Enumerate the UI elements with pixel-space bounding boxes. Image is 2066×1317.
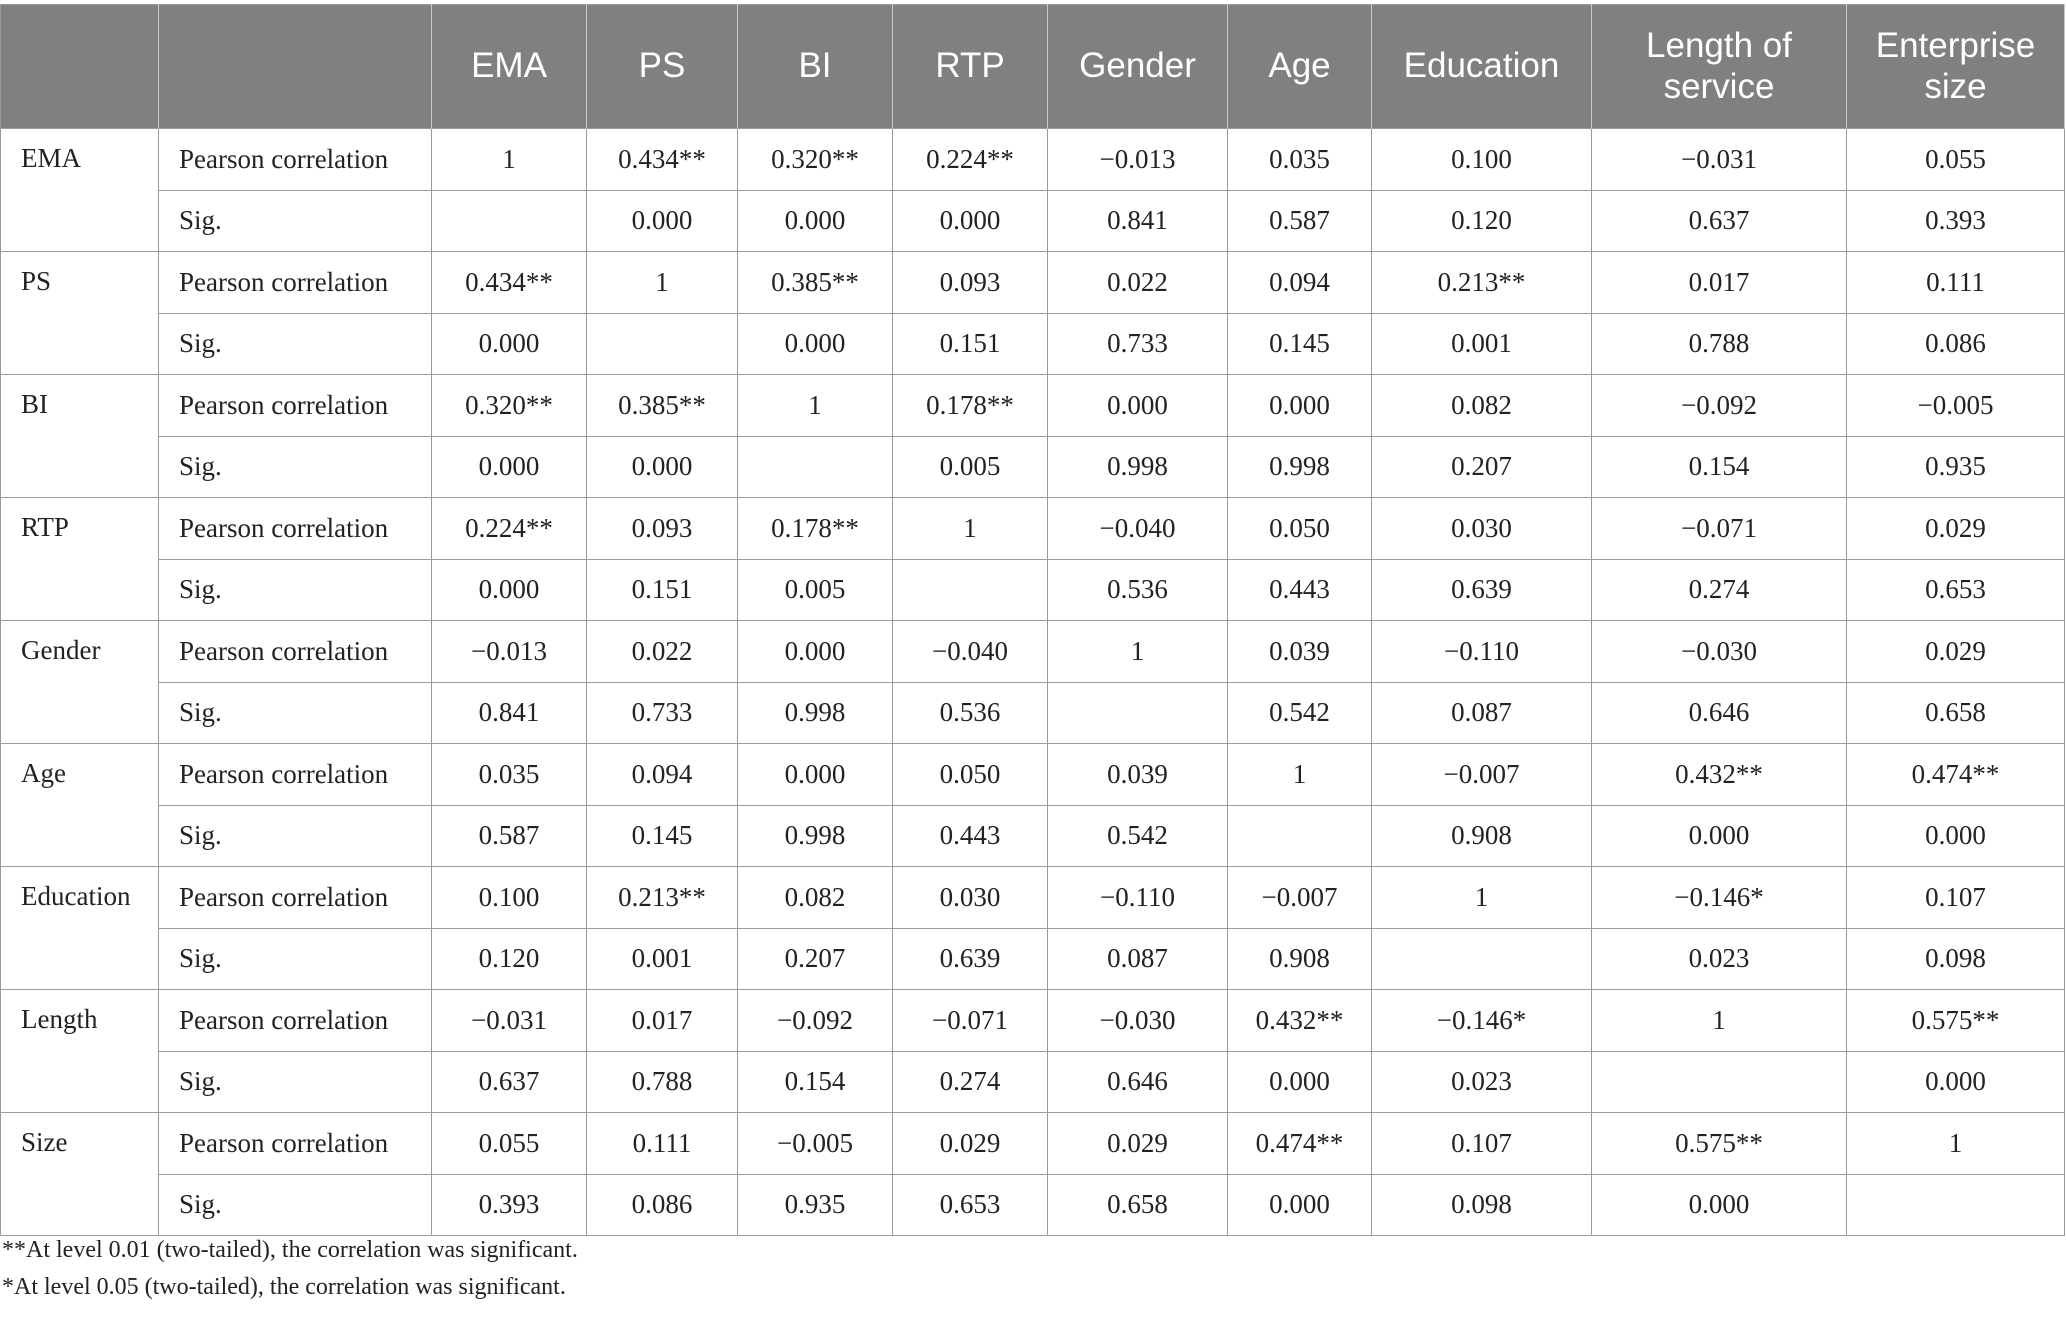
statistic-label-sig: Sig. [159,1051,432,1113]
footnote-single-star: *At level 0.05 (two-tailed), the correlation was significant. [2,1274,566,1300]
row-variable-label: RTP [1,498,159,621]
table-row-pearson [1,129,2065,191]
sig-cell: 0.733 [1048,313,1228,375]
statistic-label-sig: Sig. [159,682,432,744]
table-row-pearson [1,744,2065,806]
pearson-cell: 0.055 [1847,129,2065,191]
sig-cell: 0.145 [1228,313,1372,375]
statistic-label-pearson: Pearson correlation [159,867,432,929]
sig-cell: 0.151 [587,559,738,621]
pearson-cell: −0.146* [1372,990,1592,1052]
sig-cell: 0.000 [1592,805,1847,867]
pearson-cell: 1 [1228,744,1372,806]
statistic-label-pearson: Pearson correlation [159,744,432,806]
pearson-cell: −0.031 [432,990,587,1052]
pearson-cell: 0.093 [587,498,738,560]
pearson-cell: −0.040 [893,621,1048,683]
pearson-cell: 0.575** [1592,1113,1847,1175]
table-row-pearson [1,498,2065,560]
table-row-pearson [1,990,2065,1052]
column-header: RTP [893,5,1048,129]
pearson-cell: 0.224** [432,498,587,560]
sig-cell: 0.841 [432,682,587,744]
column-header: PS [587,5,738,129]
sig-cell: 0.935 [1847,436,2065,498]
pearson-cell: 0.017 [1592,252,1847,314]
sig-cell: 0.542 [1228,682,1372,744]
sig-cell [1048,682,1228,744]
pearson-cell: 1 [738,375,893,437]
sig-cell: 0.005 [893,436,1048,498]
sig-cell: 0.536 [893,682,1048,744]
table-row-pearson [1,375,2065,437]
table-footnotes [2,1232,578,1306]
statistic-label-sig: Sig. [159,436,432,498]
table-row-pearson [1,252,2065,314]
sig-cell: 0.086 [1847,313,2065,375]
pearson-cell: 0.082 [1372,375,1592,437]
row-variable-label: Gender [1,621,159,744]
pearson-cell: 0.000 [738,744,893,806]
pearson-cell: −0.071 [893,990,1048,1052]
sig-cell: 0.646 [1048,1051,1228,1113]
sig-cell: 0.935 [738,1174,893,1236]
pearson-cell: −0.007 [1228,867,1372,929]
pearson-cell: −0.071 [1592,498,1847,560]
header-blank-variable [1,5,159,129]
pearson-cell: −0.005 [738,1113,893,1175]
sig-cell: 0.000 [1592,1174,1847,1236]
sig-cell: 0.998 [738,805,893,867]
sig-cell: 0.005 [738,559,893,621]
pearson-cell: 0.474** [1228,1113,1372,1175]
table-row-sig [1,559,2065,621]
sig-cell: 0.443 [893,805,1048,867]
pearson-cell: 0.432** [1228,990,1372,1052]
statistic-label-pearson: Pearson correlation [159,375,432,437]
sig-cell: 0.000 [1228,1174,1372,1236]
pearson-cell: 0.093 [893,252,1048,314]
pearson-cell: −0.040 [1048,498,1228,560]
pearson-cell: 0.385** [738,252,893,314]
pearson-cell: −0.013 [1048,129,1228,191]
column-header: Education [1372,5,1592,129]
sig-cell: 0.001 [587,928,738,990]
pearson-cell: 0.030 [893,867,1048,929]
pearson-cell: 1 [1372,867,1592,929]
sig-cell: 0.841 [1048,190,1228,252]
sig-cell: 0.000 [1228,1051,1372,1113]
sig-cell [893,559,1048,621]
pearson-cell: 0.111 [587,1113,738,1175]
statistic-label-pearson: Pearson correlation [159,621,432,683]
pearson-cell: 0.000 [1228,375,1372,437]
column-header: Age [1228,5,1372,129]
sig-cell: 0.788 [587,1051,738,1113]
sig-cell: 0.639 [1372,559,1592,621]
column-header: EMA [432,5,587,129]
pearson-cell: 0.385** [587,375,738,437]
table-row-pearson [1,867,2065,929]
pearson-cell: 0.320** [432,375,587,437]
statistic-label-sig: Sig. [159,1174,432,1236]
sig-cell: 0.658 [1847,682,2065,744]
pearson-cell: 0.100 [432,867,587,929]
sig-cell: 0.998 [1228,436,1372,498]
sig-cell [738,436,893,498]
sig-cell: 0.000 [432,559,587,621]
pearson-cell: −0.005 [1847,375,2065,437]
sig-cell [1228,805,1372,867]
pearson-cell: 0.213** [587,867,738,929]
sig-cell: 0.637 [432,1051,587,1113]
pearson-cell: −0.110 [1048,867,1228,929]
row-variable-label: Length [1,990,159,1113]
pearson-cell: 0.022 [587,621,738,683]
table-row-sig [1,805,2065,867]
sig-cell: 0.023 [1592,928,1847,990]
pearson-cell: 0.320** [738,129,893,191]
statistic-label-sig: Sig. [159,190,432,252]
sig-cell: 0.000 [738,190,893,252]
pearson-cell: 0.039 [1048,744,1228,806]
statistic-label-sig: Sig. [159,805,432,867]
pearson-cell: 0.029 [893,1113,1048,1175]
pearson-cell: 0.178** [893,375,1048,437]
table-row-sig [1,928,2065,990]
pearson-cell: 1 [432,129,587,191]
pearson-cell: 0.094 [587,744,738,806]
pearson-cell: 1 [1847,1113,2065,1175]
sig-cell: 0.908 [1228,928,1372,990]
sig-cell: 0.639 [893,928,1048,990]
row-variable-label: Size [1,1113,159,1236]
pearson-cell: 0.000 [1048,375,1228,437]
table-row-sig [1,190,2065,252]
sig-cell: 0.998 [738,682,893,744]
statistic-label-sig: Sig. [159,928,432,990]
sig-cell: 0.098 [1372,1174,1592,1236]
pearson-cell: 0.100 [1372,129,1592,191]
pearson-cell: 0.082 [738,867,893,929]
pearson-cell: 0.107 [1847,867,2065,929]
sig-cell: 0.536 [1048,559,1228,621]
sig-cell: 0.086 [587,1174,738,1236]
row-variable-label: EMA [1,129,159,252]
pearson-cell: 1 [1048,621,1228,683]
statistic-label-pearson: Pearson correlation [159,498,432,560]
pearson-cell: −0.146* [1592,867,1847,929]
column-header: BI [738,5,893,129]
pearson-cell: 0.434** [587,129,738,191]
pearson-cell: 0.055 [432,1113,587,1175]
table-row-sig [1,1174,2065,1236]
sig-cell: 0.151 [893,313,1048,375]
pearson-cell: 1 [587,252,738,314]
pearson-cell: −0.092 [1592,375,1847,437]
statistic-label-pearson: Pearson correlation [159,1113,432,1175]
statistic-label-sig: Sig. [159,313,432,375]
sig-cell: 0.023 [1372,1051,1592,1113]
sig-cell: 0.000 [587,190,738,252]
pearson-cell: −0.013 [432,621,587,683]
pearson-cell: −0.110 [1372,621,1592,683]
statistic-label-pearson: Pearson correlation [159,990,432,1052]
pearson-cell: 0.050 [893,744,1048,806]
pearson-cell: 0.035 [1228,129,1372,191]
pearson-cell: 0.111 [1847,252,2065,314]
pearson-cell: −0.031 [1592,129,1847,191]
pearson-cell: 0.224** [893,129,1048,191]
sig-cell: 0.000 [1847,805,2065,867]
footnote-double-star: **At level 0.01 (two-tailed), the correlation was significant. [2,1237,578,1263]
pearson-cell: 0.029 [1847,621,2065,683]
sig-cell: 0.274 [893,1051,1048,1113]
sig-cell [432,190,587,252]
sig-cell: 0.154 [738,1051,893,1113]
header-blank-statistic [159,5,432,129]
sig-cell: 0.000 [432,436,587,498]
pearson-cell: −0.007 [1372,744,1592,806]
pearson-cell: 0.030 [1372,498,1592,560]
sig-cell: 0.207 [1372,436,1592,498]
column-header: Length of service [1592,5,1847,129]
sig-cell: 0.637 [1592,190,1847,252]
pearson-cell: 0.050 [1228,498,1372,560]
sig-cell: 0.000 [432,313,587,375]
pearson-cell: 1 [1592,990,1847,1052]
table-row-pearson [1,1113,2065,1175]
pearson-cell: 0.213** [1372,252,1592,314]
correlation-table-container [0,4,2064,1236]
sig-cell: 0.653 [893,1174,1048,1236]
header-row [1,5,2065,129]
statistic-label-pearson: Pearson correlation [159,129,432,191]
sig-cell: 0.393 [1847,190,2065,252]
sig-cell: 0.788 [1592,313,1847,375]
sig-cell [1592,1051,1847,1113]
pearson-cell: 0.432** [1592,744,1847,806]
sig-cell: 0.207 [738,928,893,990]
sig-cell: 0.001 [1372,313,1592,375]
table-row-sig [1,682,2065,744]
column-header: Gender [1048,5,1228,129]
sig-cell: 0.542 [1048,805,1228,867]
pearson-cell: 0.474** [1847,744,2065,806]
table-row-sig [1,1051,2065,1113]
sig-cell: 0.087 [1048,928,1228,990]
pearson-cell: 0.434** [432,252,587,314]
row-variable-label: PS [1,252,159,375]
pearson-cell: −0.092 [738,990,893,1052]
pearson-cell: 0.094 [1228,252,1372,314]
sig-cell [587,313,738,375]
sig-cell: 0.000 [587,436,738,498]
pearson-cell: 0.035 [432,744,587,806]
sig-cell [1372,928,1592,990]
row-variable-label: Age [1,744,159,867]
sig-cell: 0.145 [587,805,738,867]
pearson-cell: 0.107 [1372,1113,1592,1175]
sig-cell: 0.000 [1847,1051,2065,1113]
pearson-cell: 0.029 [1048,1113,1228,1175]
column-header: Enterprise size [1847,5,2065,129]
pearson-cell: 1 [893,498,1048,560]
sig-cell: 0.733 [587,682,738,744]
sig-cell: 0.658 [1048,1174,1228,1236]
table-row-pearson [1,621,2065,683]
sig-cell: 0.587 [1228,190,1372,252]
sig-cell: 0.098 [1847,928,2065,990]
sig-cell: 0.120 [432,928,587,990]
sig-cell: 0.587 [432,805,587,867]
sig-cell: 0.443 [1228,559,1372,621]
pearson-cell: 0.178** [738,498,893,560]
row-variable-label: Education [1,867,159,990]
sig-cell: 0.998 [1048,436,1228,498]
sig-cell: 0.120 [1372,190,1592,252]
table-row-sig [1,436,2065,498]
pearson-cell: 0.022 [1048,252,1228,314]
statistic-label-sig: Sig. [159,559,432,621]
row-variable-label: BI [1,375,159,498]
pearson-cell: 0.575** [1847,990,2065,1052]
sig-cell [1847,1174,2065,1236]
pearson-cell: 0.000 [738,621,893,683]
sig-cell: 0.154 [1592,436,1847,498]
sig-cell: 0.087 [1372,682,1592,744]
sig-cell: 0.000 [738,313,893,375]
sig-cell: 0.646 [1592,682,1847,744]
sig-cell: 0.274 [1592,559,1847,621]
pearson-cell: 0.017 [587,990,738,1052]
sig-cell: 0.908 [1372,805,1592,867]
pearson-cell: 0.039 [1228,621,1372,683]
pearson-cell: −0.030 [1592,621,1847,683]
sig-cell: 0.653 [1847,559,2065,621]
pearson-cell: −0.030 [1048,990,1228,1052]
table-body [1,129,2065,1236]
sig-cell: 0.393 [432,1174,587,1236]
table-row-sig [1,313,2065,375]
sig-cell: 0.000 [893,190,1048,252]
pearson-cell: 0.029 [1847,498,2065,560]
correlation-table [0,4,2065,1236]
statistic-label-pearson: Pearson correlation [159,252,432,314]
table-header [1,5,2065,129]
